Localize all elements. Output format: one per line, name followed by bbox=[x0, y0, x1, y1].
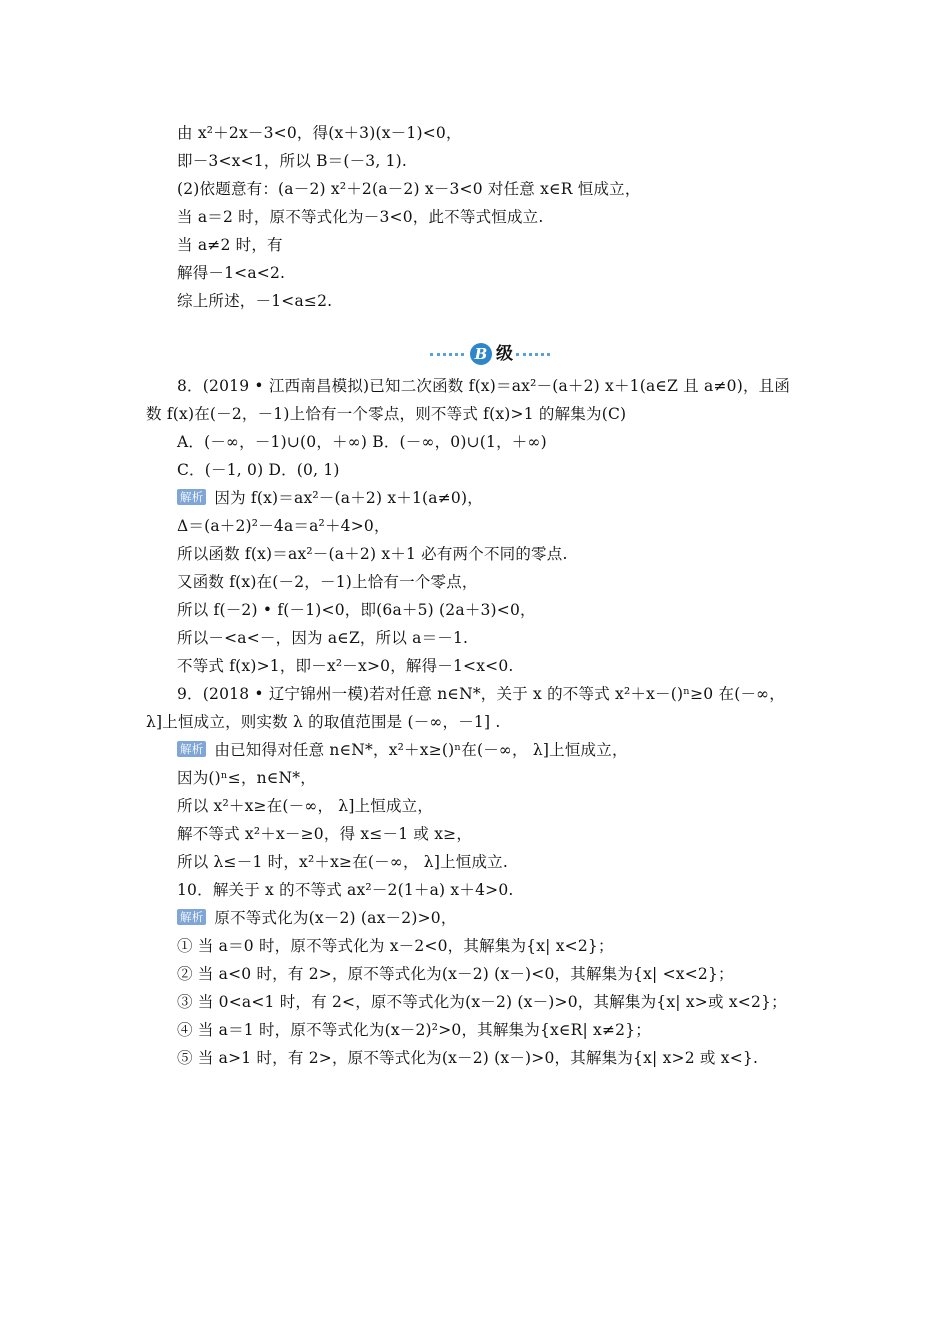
case-line: ④ 当 a＝1 时，原不等式化为(x－2)²>0，其解集为{x∈R| x≠2}； bbox=[177, 1021, 651, 1039]
question-8-stem-cont: 数 f(x)在(－2，－1)上恰有一个零点，则不等式 f(x)>1 的解集为(C) bbox=[146, 405, 627, 423]
solution-line: 因为()ⁿ≤，n∈N*， bbox=[177, 769, 316, 787]
decorative-dots bbox=[430, 353, 464, 360]
text-line: 由 x²＋2x－3<0，得(x＋3)(x－1)<0， bbox=[177, 124, 462, 142]
section-label: 级 bbox=[496, 344, 513, 364]
text-line: 当 a≠2 时，有 bbox=[177, 236, 283, 254]
solution-line bbox=[177, 739, 628, 763]
solution-text: 因为 f(x)＝ax²－(a＋2) x＋1(a≠0)， bbox=[214, 489, 483, 507]
question-9-stem-cont: λ]上恒成立，则实数 λ 的取值范围是 (－∞，－1] . bbox=[146, 713, 501, 731]
analysis-badge: 解析 bbox=[177, 741, 206, 757]
question-8-options: C．(－1, 0) D．(0, 1) bbox=[177, 461, 340, 479]
solution-text: 由已知得对任意 n∈N*，x²＋x≥()ⁿ在(－∞， λ]上恒成立， bbox=[214, 741, 628, 759]
solution-line bbox=[177, 487, 483, 511]
text-line: (2)依题意有：(a－2) x²＋2(a－2) x－3<0 对任意 x∈R 恒成立， bbox=[177, 180, 641, 198]
solution-text: 原不等式化为(x－2) (ax－2)>0， bbox=[214, 909, 457, 927]
solution-line: Δ＝(a＋2)²－4a＝a²＋4>0， bbox=[177, 517, 390, 535]
section-heading-b bbox=[430, 342, 550, 368]
text-line: 当 a＝2 时，原不等式化为－3<0，此不等式恒成立. bbox=[177, 208, 544, 226]
solution-line: 解不等式 x²＋x－≥0，得 x≤－1 或 x≥， bbox=[177, 825, 473, 843]
solution-line bbox=[177, 907, 457, 931]
case-line: ③ 当 0<a<1 时，有 2<，原不等式化为(x－2) (x－)>0，其解集为{x| x>或 x<2}； bbox=[177, 993, 787, 1011]
analysis-badge: 解析 bbox=[177, 909, 206, 925]
solution-line: 所以 λ≤－1 时，x²＋x≥在(－∞， λ]上恒成立. bbox=[177, 853, 508, 871]
question-10-stem: 10．解关于 x 的不等式 ax²－2(1＋a) x＋4>0. bbox=[177, 881, 514, 899]
question-8-stem: 8．(2019 • 江西南昌模拟)已知二次函数 f(x)＝ax²－(a＋2) x＋1(a∈Z 且 a≠0)，且函 bbox=[177, 377, 791, 395]
solution-line: 所以函数 f(x)＝ax²－(a＋2) x＋1 必有两个不同的零点. bbox=[177, 545, 568, 563]
analysis-badge: 解析 bbox=[177, 489, 206, 505]
case-line: ① 当 a＝0 时，原不等式化为 x－2<0，其解集为{x| x<2}； bbox=[177, 937, 614, 955]
solution-line: 所以 x²＋x≥在(－∞， λ]上恒成立， bbox=[177, 797, 434, 815]
solution-line: 所以 f(－2) • f(－1)<0，即(6a＋5) (2a＋3)<0， bbox=[177, 601, 536, 619]
case-line: ⑤ 当 a>1 时，有 2>，原不等式化为(x－2) (x－)>0，其解集为{x| x>2 或 x<}. bbox=[177, 1049, 759, 1067]
text-line: 即－3<x<1，所以 B＝(－3, 1). bbox=[177, 152, 408, 170]
decorative-dots bbox=[516, 353, 550, 360]
solution-line: 不等式 f(x)>1，即－x²－x>0，解得－1<x<0. bbox=[177, 657, 514, 675]
section-letter-badge: B bbox=[470, 343, 492, 365]
case-line: ② 当 a<0 时，有 2>，原不等式化为(x－2) (x－)<0，其解集为{x| <x<2}； bbox=[177, 965, 734, 983]
solution-line: 又函数 f(x)在(－2，－1)上恰有一个零点， bbox=[177, 573, 478, 591]
question-9-stem: 9．(2018 • 辽宁锦州一模)若对任意 n∈N*，关于 x 的不等式 x²＋x－()ⁿ≥0 在(－∞， bbox=[177, 685, 785, 703]
text-line: 综上所述，－1<a≤2. bbox=[177, 292, 333, 310]
question-8-options: A．(－∞，－1)∪(0，＋∞) B．(－∞，0)∪(1，＋∞) bbox=[177, 433, 547, 451]
text-line: 解得－1<a<2. bbox=[177, 264, 286, 282]
solution-line: 所以－<a<－，因为 a∈Z，所以 a＝－1. bbox=[177, 629, 469, 647]
